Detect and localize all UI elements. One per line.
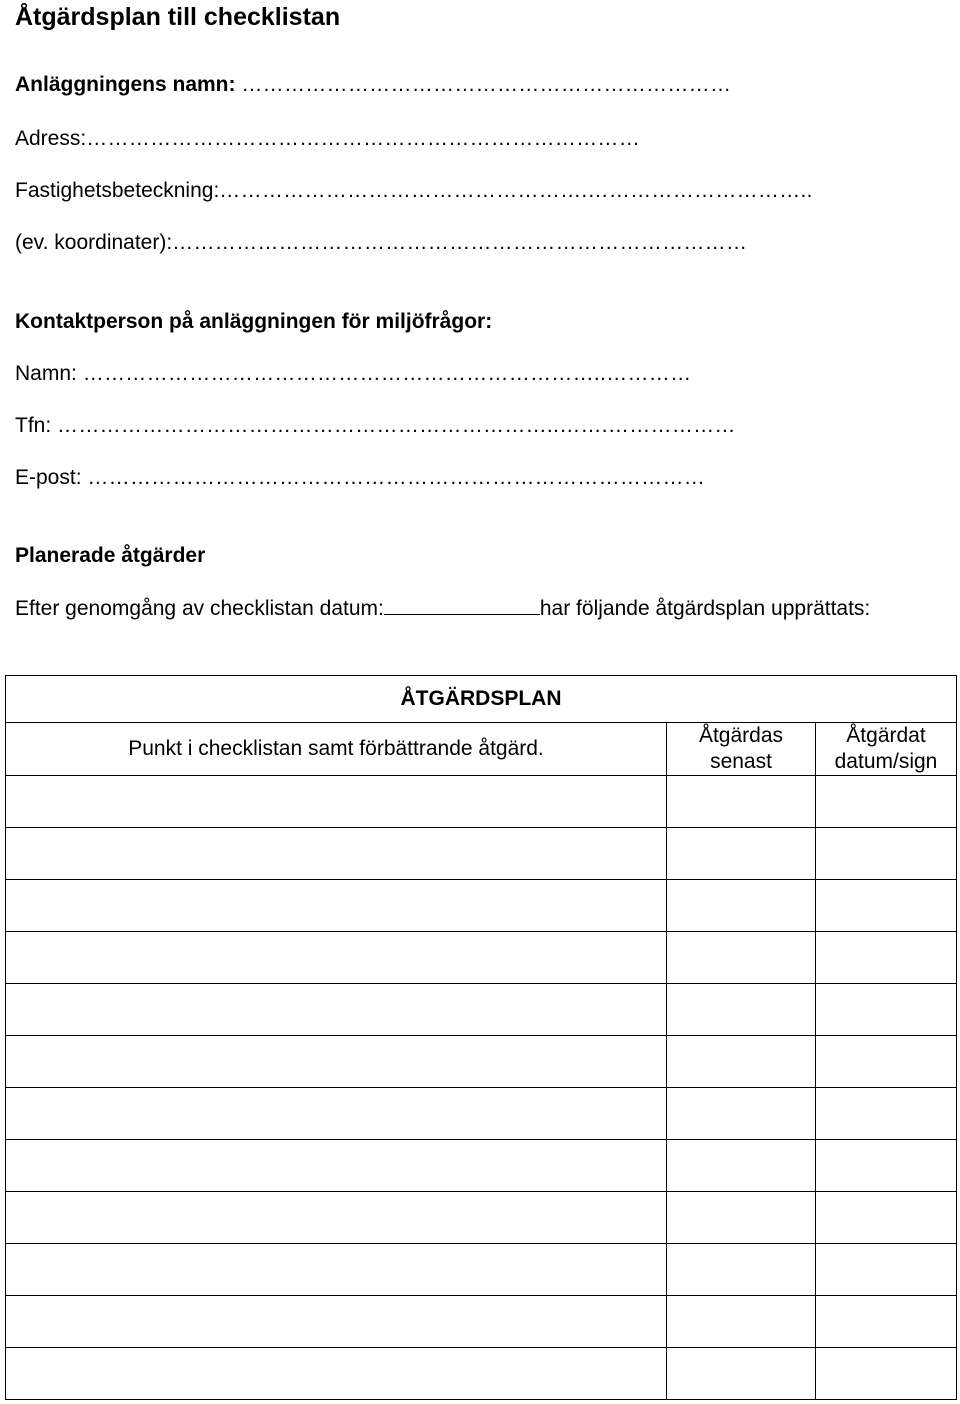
phone-row: [15, 412, 736, 440]
cell-deadline[interactable]: [667, 828, 816, 880]
address-label: Adress:: [15, 127, 87, 150]
address-field[interactable]: ……………………………………………………………………: [86, 127, 641, 150]
cell-action[interactable]: [6, 932, 667, 984]
cell-done[interactable]: [816, 828, 957, 880]
cell-deadline[interactable]: [667, 1244, 816, 1296]
cell-done[interactable]: [816, 1088, 957, 1140]
table-row: [6, 1088, 957, 1140]
cell-action[interactable]: [6, 984, 667, 1036]
cell-deadline[interactable]: [667, 776, 816, 828]
cell-done[interactable]: [816, 1348, 957, 1400]
coordinates-label: (ev. koordinater):: [15, 231, 173, 254]
cell-deadline[interactable]: [667, 880, 816, 932]
cell-deadline[interactable]: [667, 1348, 816, 1400]
email-label: E-post:: [15, 466, 82, 489]
contact-name-label: Namn:: [15, 362, 77, 385]
address-row: [15, 125, 640, 153]
contact-name-field[interactable]: ………………………………………………………………..…………: [82, 362, 692, 385]
cell-done[interactable]: [816, 984, 957, 1036]
cell-done[interactable]: [816, 1296, 957, 1348]
facility-name-field[interactable]: ……………………………………………………………: [241, 73, 732, 96]
column-header-deadline: Åtgärdas senast: [667, 723, 816, 776]
cell-action[interactable]: [6, 880, 667, 932]
email-field[interactable]: ……………………………………………………………………………: [87, 466, 706, 489]
planned-sentence: [15, 594, 870, 623]
column-header-done: Åtgärdat datum/sign: [816, 723, 957, 776]
table-row: [6, 880, 957, 932]
cell-deadline[interactable]: [667, 1036, 816, 1088]
cell-done[interactable]: [816, 776, 957, 828]
action-plan-table: [5, 675, 957, 1400]
cell-done[interactable]: [816, 932, 957, 984]
property-label: Fastighetsbeteckning:: [15, 179, 220, 202]
cell-action[interactable]: [6, 1348, 667, 1400]
cell-action[interactable]: [6, 1140, 667, 1192]
cell-done[interactable]: [816, 1192, 957, 1244]
contact-name-row: [15, 360, 691, 388]
cell-done[interactable]: [816, 880, 957, 932]
table-row: [6, 1140, 957, 1192]
phone-label: Tfn:: [15, 414, 52, 437]
table-row: [6, 776, 957, 828]
table-row: [6, 828, 957, 880]
cell-deadline[interactable]: [667, 1140, 816, 1192]
cell-deadline[interactable]: [667, 984, 816, 1036]
contact-heading: Kontaktperson på anläggningen för miljöfrågor:: [15, 310, 493, 333]
table-title: ÅTGÄRDSPLAN: [6, 676, 957, 723]
cell-deadline[interactable]: [667, 932, 816, 984]
cell-done[interactable]: [816, 1036, 957, 1088]
cell-deadline[interactable]: [667, 1192, 816, 1244]
table-row: [6, 932, 957, 984]
cell-action[interactable]: [6, 1192, 667, 1244]
cell-done[interactable]: [816, 1140, 957, 1192]
date-blank-field[interactable]: [384, 594, 540, 615]
cell-done[interactable]: [816, 1244, 957, 1296]
planned-text-after: har följande åtgärdsplan upprättats:: [539, 597, 871, 620]
table-row: [6, 1348, 957, 1400]
cell-action[interactable]: [6, 828, 667, 880]
table-row: [6, 1296, 957, 1348]
table-row: [6, 1244, 957, 1296]
cell-action[interactable]: [6, 1036, 667, 1088]
property-field[interactable]: …………………………………………….…………………………..: [219, 179, 813, 202]
phone-field[interactable]: ……………………………………………………………..…….………………: [57, 414, 736, 437]
cell-deadline[interactable]: [667, 1296, 816, 1348]
facility-name-label: Anläggningens namn:: [15, 73, 236, 96]
planned-heading: Planerade åtgärder: [15, 544, 206, 567]
table-header-row: [6, 723, 957, 776]
cell-deadline[interactable]: [667, 1088, 816, 1140]
cell-action[interactable]: [6, 1088, 667, 1140]
facility-name-row: [15, 71, 731, 99]
email-row: [15, 464, 705, 492]
table-title-row: [6, 676, 957, 723]
coordinates-row: [15, 229, 747, 257]
table-row: [6, 984, 957, 1036]
table-row: [6, 1192, 957, 1244]
table-row: [6, 1036, 957, 1088]
column-header-action: Punkt i checklistan samt förbättrande åtgärd.: [6, 723, 667, 776]
property-row: [15, 177, 813, 205]
cell-action[interactable]: [6, 1244, 667, 1296]
cell-action[interactable]: [6, 1296, 667, 1348]
coordinates-field[interactable]: ………………………………………………………………………: [172, 231, 748, 254]
cell-action[interactable]: [6, 776, 667, 828]
page-title: Åtgärdsplan till checklistan: [15, 3, 341, 31]
planned-text-before: Efter genomgång av checklistan datum:: [15, 597, 384, 620]
